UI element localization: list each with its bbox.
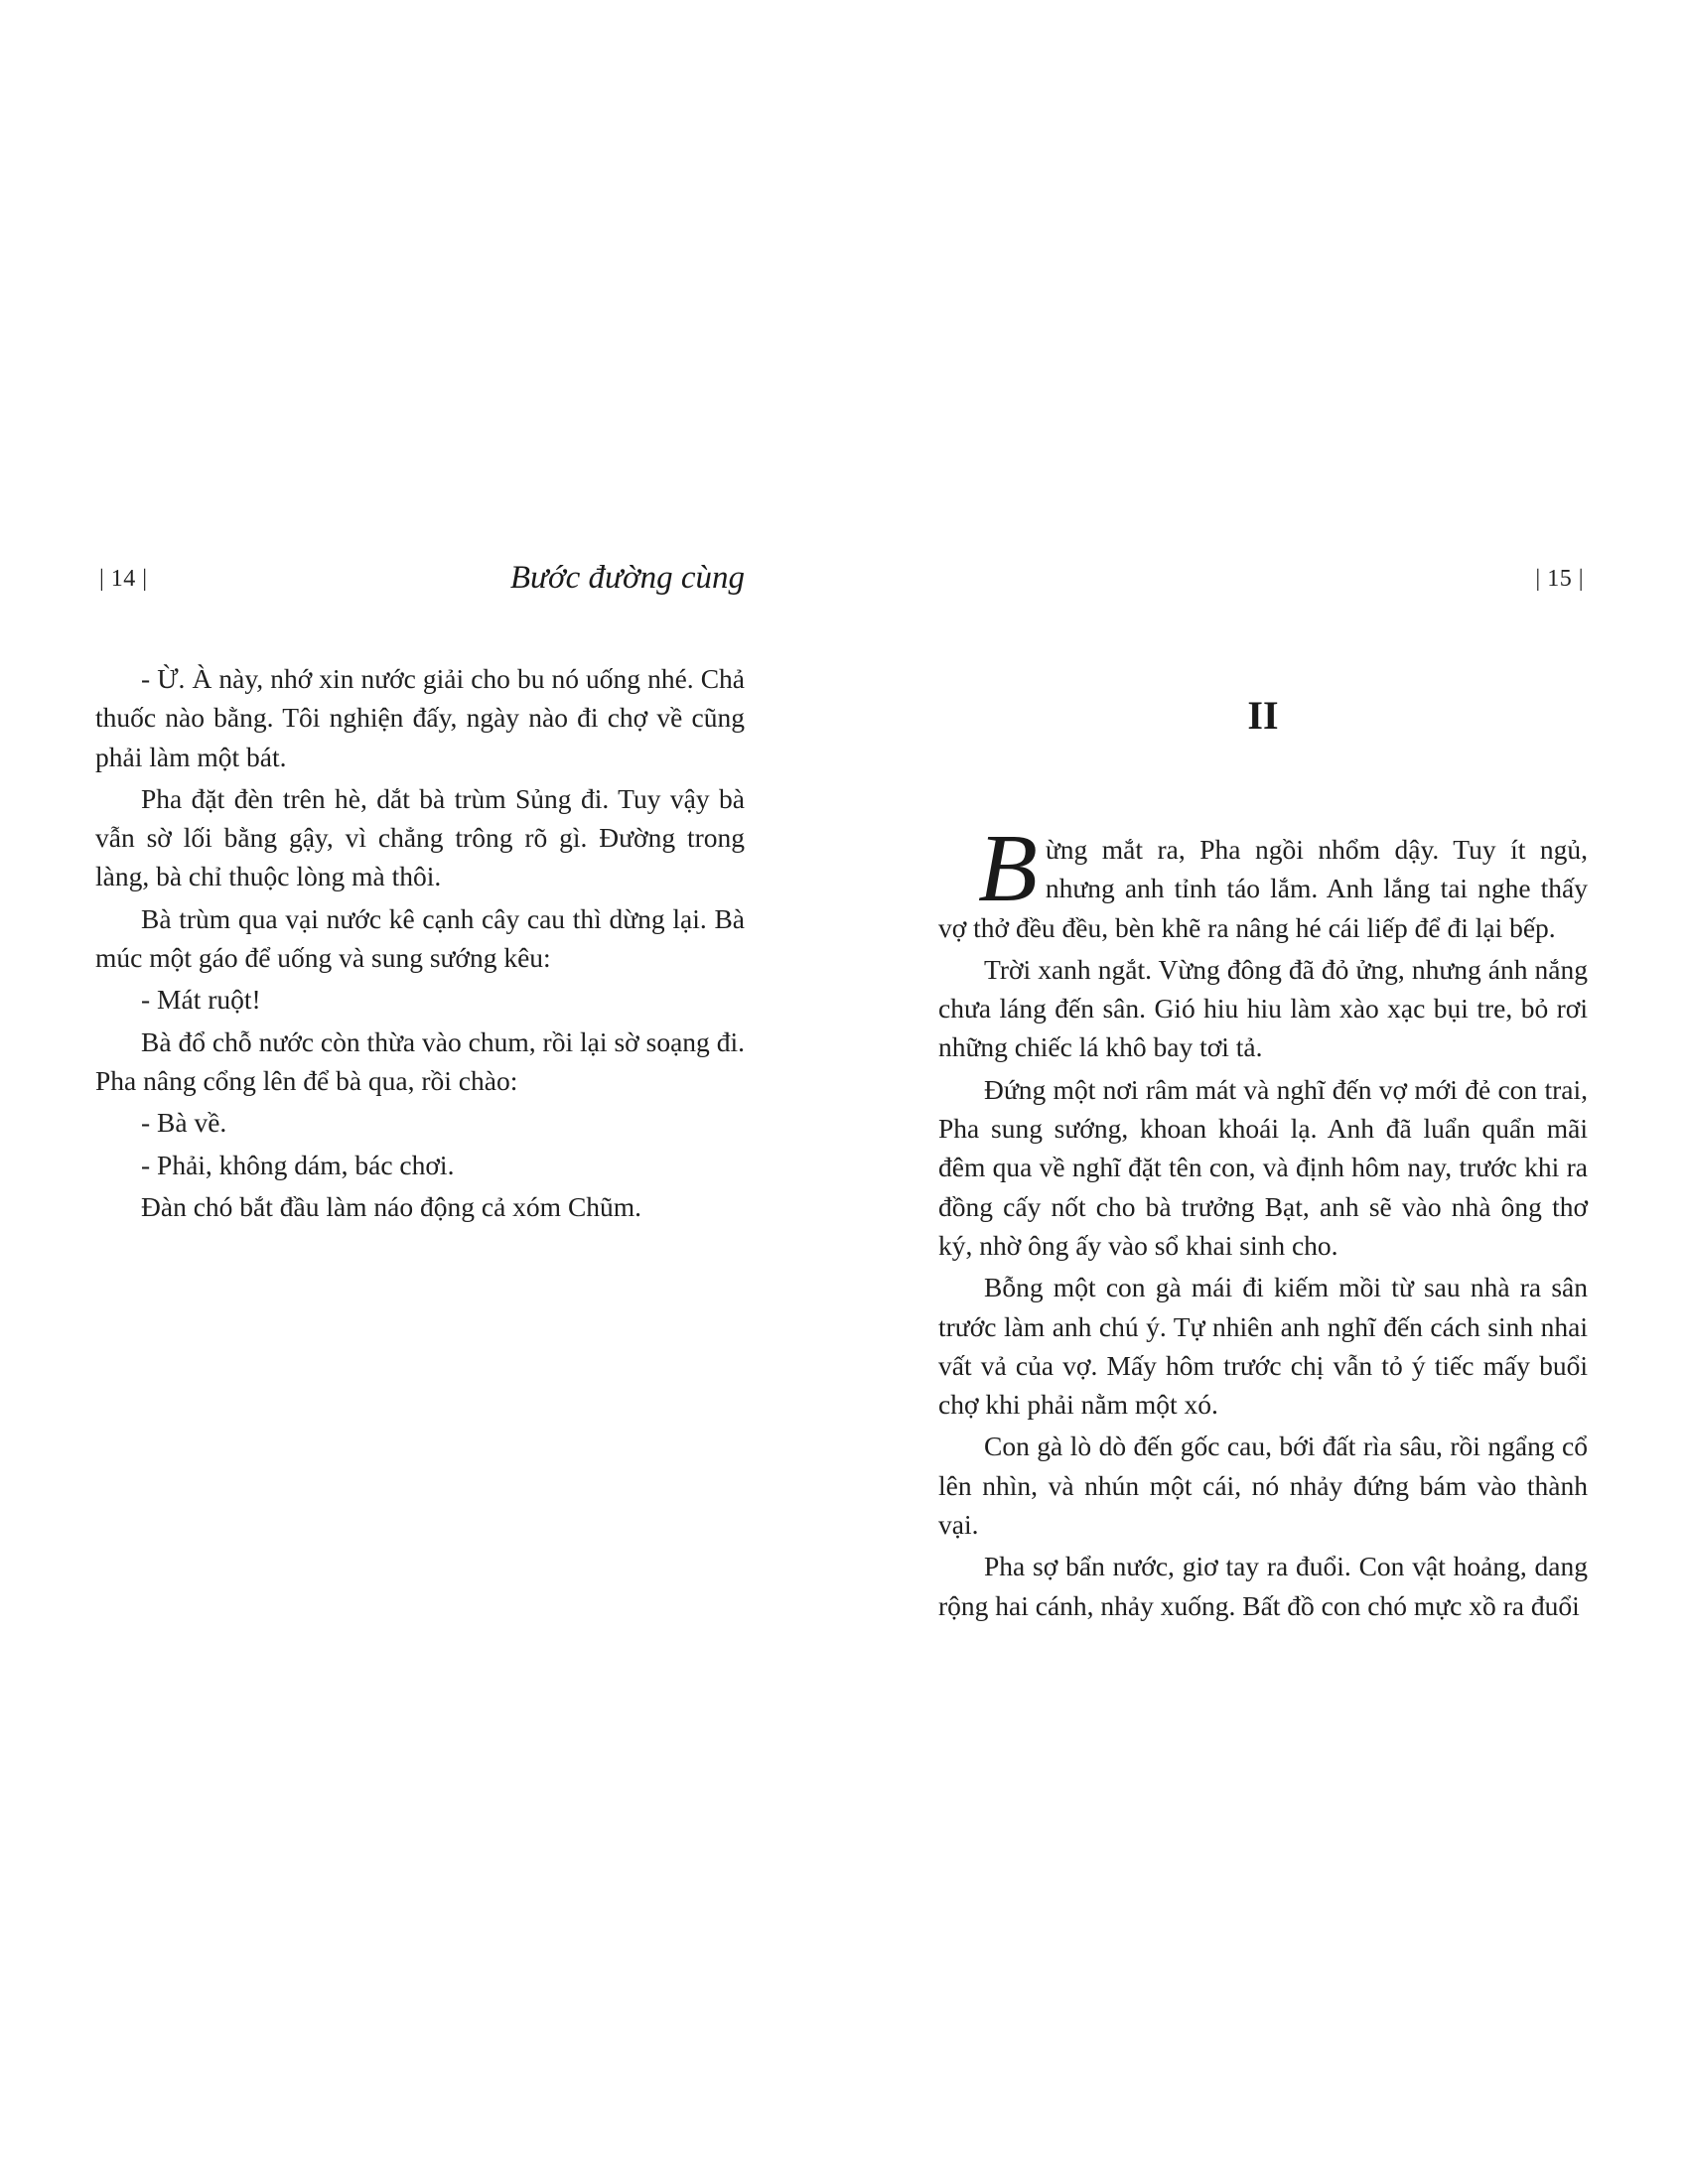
drop-cap: B: [978, 815, 1038, 922]
paragraph-text: ừng mắt ra, Pha ngồi nhổm dậy. Tuy ít ngủ, nhưng anh tỉnh táo lắm. Anh lắng tai nghe thấy vợ thở đều đều, bèn khẽ ra nâng hé cái liếp để đi lại bếp.: [938, 834, 1588, 943]
right-page: [938, 0, 1588, 2184]
paragraph: Pha sợ bẩn nước, giơ tay ra đuổi. Con vật hoảng, dang rộng hai cánh, nhảy xuống. Bất đồ con chó mực xồ ra đuổi: [938, 1551, 1588, 1621]
chapter-number: II: [1247, 693, 1279, 738]
body-text: [95, 659, 745, 1229]
paragraph: Trời xanh ngắt. Vừng đông đã đỏ ửng, nhưng ánh nắng chưa láng đến sân. Gió hiu hiu làm xào xạc bụi tre, bỏ rơi những chiếc lá khô bay tơi tả.: [938, 953, 1588, 1063]
paragraph: - Phải, không dám, bác chơi.: [141, 1149, 455, 1180]
page-number: | 14 |: [99, 566, 148, 592]
paragraph: Bỗng một con gà mái đi kiếm mồi từ sau nhà ra sân trước làm anh chú ý. Tự nhiên anh nghĩ đến cách sinh nhai vất vả của vợ. Mấy hôm trước chị vẫn tỏ ý tiếc mấy buổi chợ khi phải nằm một xó.: [938, 1272, 1588, 1421]
running-title: Bước đường cùng: [509, 560, 745, 596]
paragraph: Pha đặt đèn trên hè, dắt bà trùm Sủng đi. Tuy vậy bà vẫn sờ lối bằng gậy, vì chẳng trông rõ gì. Đường trong làng, bà chỉ thuộc lòng mà thôi.: [95, 782, 745, 892]
paragraph: Bà trùm qua vại nước kê cạnh cây cau thì dừng lại. Bà múc một gáo để uống và sung sướng kêu:: [95, 902, 745, 974]
paragraph: [938, 815, 1588, 947]
left-page: [95, 0, 745, 2184]
paragraph: - Mát ruột!: [141, 984, 261, 1016]
page-number: | 15 |: [1535, 566, 1584, 592]
paragraph: Con gà lò dò đến gốc cau, bới đất rìa sâu, rồi ngẩng cổ lên nhìn, và nhún một cái, nó nhảy đứng bám vào thành vại.: [938, 1431, 1588, 1541]
body-text: [938, 815, 1588, 1628]
paragraph: Đàn chó bắt đầu làm náo động cả xóm Chũm.: [141, 1190, 642, 1222]
paragraph: - Bà về.: [141, 1107, 227, 1139]
paragraph: - Ừ. À này, nhớ xin nước giải cho bu nó uống nhé. Chả thuốc nào bằng. Tôi nghiện đấy, ngày nào đi chợ về cũng phải làm một bát.: [95, 663, 745, 772]
paragraph: Bà đổ chỗ nước còn thừa vào chum, rồi lại sờ soạng đi. Pha nâng cổng lên để bà qua, rồi chào:: [95, 1025, 745, 1096]
paragraph: Đứng một nơi râm mát và nghĩ đến vợ mới đẻ con trai, Pha sung sướng, khoan khoái lạ. Anh đã luẩn quẩn mãi đêm qua về nghĩ đặt tên con, và định hôm nay, trước khi ra đồng cấy nốt cho bà trưởng Bạt, anh sẽ vào nhà ông thơ ký, nhờ ông ấy vào sổ khai sinh cho.: [938, 1073, 1588, 1261]
